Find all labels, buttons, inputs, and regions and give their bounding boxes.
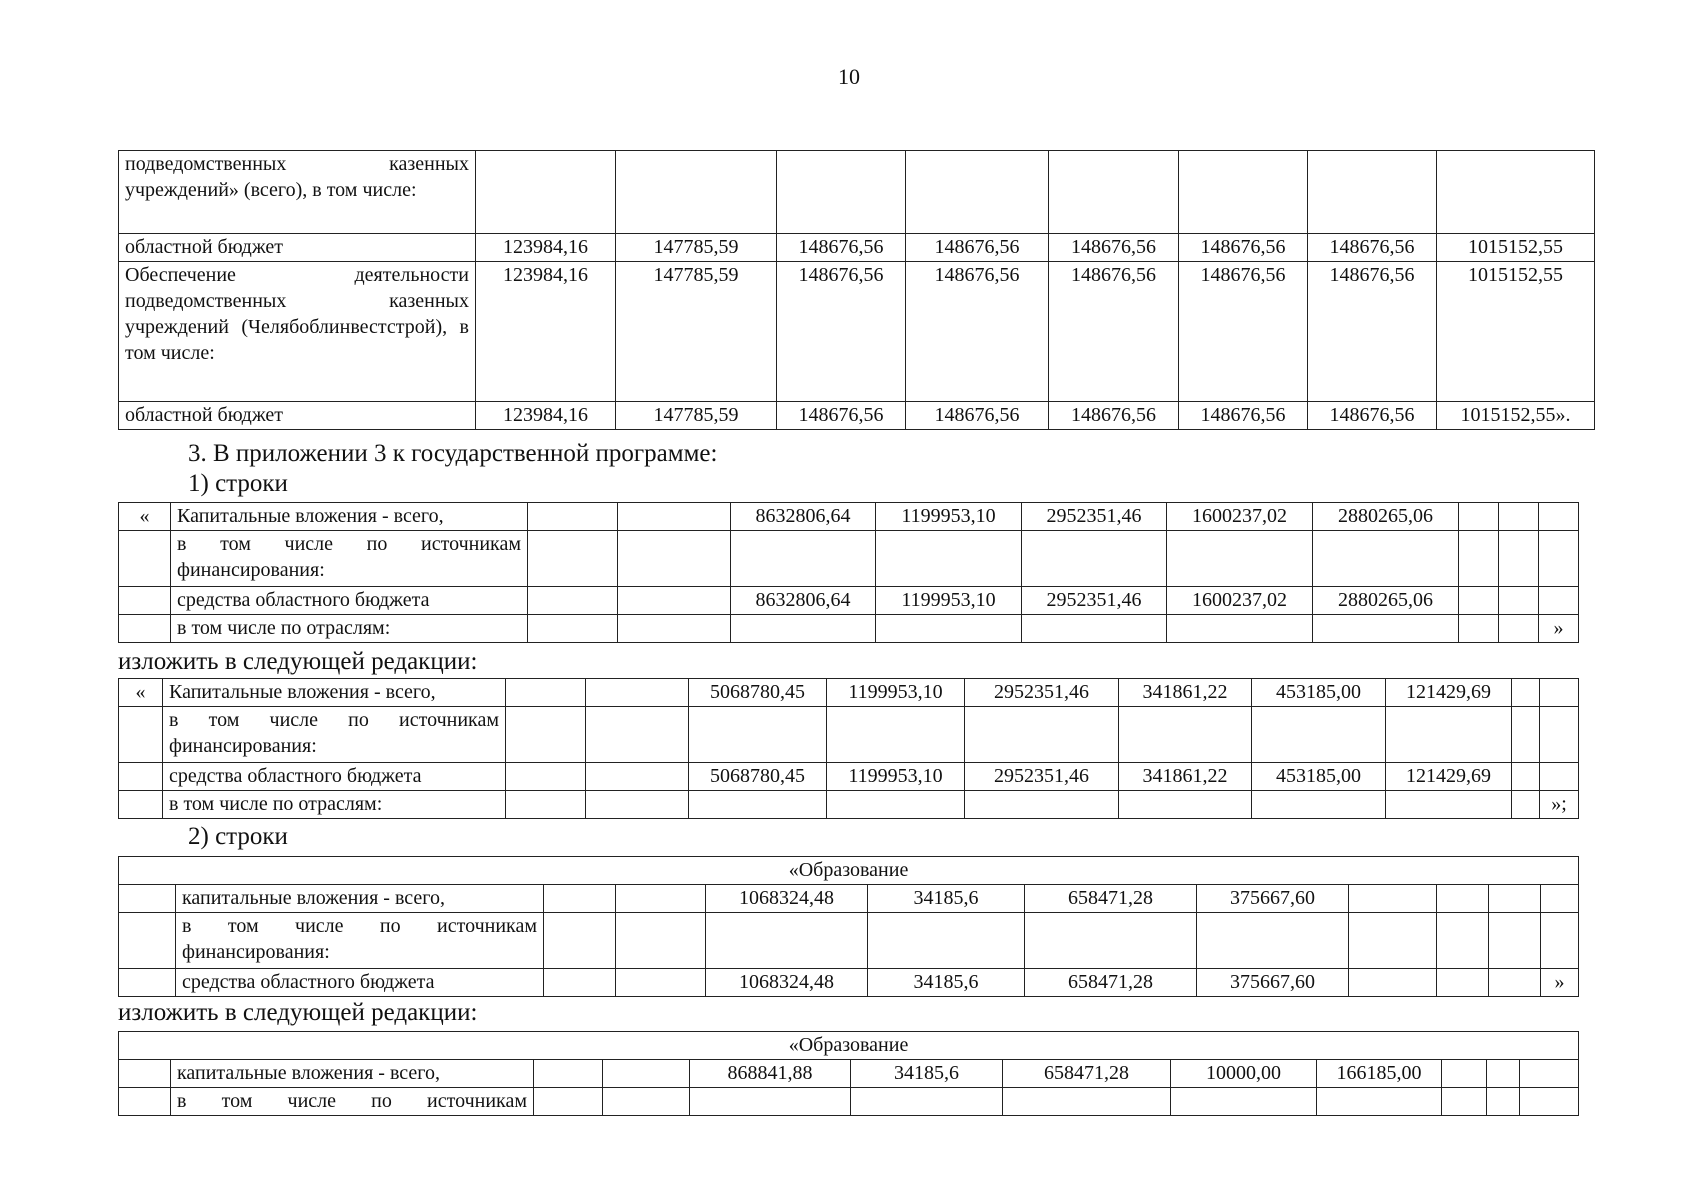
row-label: Капитальные вложения - всего, [171,503,528,531]
table-row [119,857,1579,885]
empty-cell [528,531,618,587]
close-quote: » [1541,969,1579,997]
value-cell: 121429,69 [1386,679,1512,707]
empty-cell [506,763,586,791]
row-label: в том числе по источникам финансирования: [163,707,506,763]
value-cell: 148676,56 [777,262,906,402]
paragraph-rows-2: 2) строки [188,823,288,850]
value-cell: 148676,56 [1308,262,1437,402]
empty-cell [586,791,689,819]
empty-cell [1437,885,1489,913]
empty-cell [119,969,176,997]
empty-cell [618,531,731,587]
value-cell: 375667,60 [1197,969,1349,997]
value-cell: 453185,00 [1252,679,1386,707]
empty-cell [119,1060,171,1088]
value-cell [827,707,965,763]
empty-cell [1512,679,1540,707]
value-cell: 1199953,10 [876,587,1022,615]
value-cell: 34185,6 [851,1060,1003,1088]
value-cell: 375667,60 [1197,885,1349,913]
row-label: Обеспечение деятельности подведомственных казенных учреждений (Челябоблинвестстрой), в том числе: [119,262,476,402]
empty-cell [1489,913,1541,969]
value-cell: 453185,00 [1252,763,1386,791]
empty-cell [1459,503,1499,531]
value-cell [1171,1088,1317,1116]
value-cell [868,913,1025,969]
value-cell: 34185,6 [868,885,1025,913]
empty-cell [528,587,618,615]
value-cell [1437,151,1595,234]
row-label: в том числе по источникам [171,1088,534,1116]
value-cell [906,151,1049,234]
value-cell [965,707,1119,763]
table-row [119,763,1579,791]
empty-cell [528,503,618,531]
empty-cell [544,913,616,969]
empty-cell [534,1060,603,1088]
empty-cell [534,1088,603,1116]
page-number: 10 [838,64,860,89]
value-cell: 123984,16 [476,402,616,430]
value-cell [1119,707,1252,763]
empty-cell [1499,615,1539,643]
value-cell [876,615,1022,643]
value-cell: 1068324,48 [706,969,868,997]
empty-cell [1437,969,1489,997]
empty-cell [119,615,171,643]
table-row [119,615,1579,643]
empty-cell [506,707,586,763]
value-cell [1313,615,1459,643]
value-cell: 10000,00 [1171,1060,1317,1088]
value-cell: 147785,59 [616,234,777,262]
row-label: областной бюджет [119,234,476,262]
table-row [119,969,1579,997]
close-quote [1520,1060,1579,1088]
value-cell: 166185,00 [1317,1060,1442,1088]
table-row [119,791,1579,819]
value-cell [690,1088,851,1116]
row-label: в том числе по источникам финансирования: [171,531,528,587]
value-cell [1308,151,1437,234]
value-cell: 341861,22 [1119,763,1252,791]
table-row [119,1060,1579,1088]
value-cell: 148676,56 [906,262,1049,402]
close-quote: »; [1540,791,1579,819]
value-cell [851,1088,1003,1116]
row-label: в том числе по отраслям: [171,615,528,643]
row-label: в том числе по отраслям: [163,791,506,819]
table-row [119,587,1579,615]
value-cell: 8632806,64 [731,503,876,531]
close-quote [1541,913,1579,969]
value-cell: 148676,56 [1049,262,1179,402]
close-quote [1539,531,1579,587]
empty-cell [1512,763,1540,791]
value-cell [1313,531,1459,587]
table-row [119,402,1595,430]
empty-cell [119,913,176,969]
close-quote [1540,763,1579,791]
row-label: средства областного бюджета [176,969,544,997]
value-cell [1167,531,1313,587]
empty-cell [119,791,163,819]
value-cell: 148676,56 [906,234,1049,262]
value-cell [1252,791,1386,819]
value-cell [706,913,868,969]
empty-cell [119,587,171,615]
empty-cell [603,1060,690,1088]
empty-cell [1459,587,1499,615]
value-cell: 658471,28 [1025,885,1197,913]
table-row [119,679,1579,707]
close-quote: » [1539,615,1579,643]
value-cell [1022,531,1167,587]
value-cell: 148676,56 [1049,402,1179,430]
table-row [119,1088,1579,1116]
empty-cell [618,503,731,531]
value-cell [689,791,827,819]
value-cell [1022,615,1167,643]
open-quote: « [119,503,171,531]
empty-cell [506,791,586,819]
value-cell [1003,1088,1171,1116]
value-cell: 148676,56 [1179,402,1308,430]
empty-cell [616,885,706,913]
table-capital-investments-new [118,678,1579,819]
table-row [119,262,1595,402]
value-cell: 2952351,46 [1022,503,1167,531]
value-cell: 1015152,55 [1437,234,1595,262]
value-cell [1317,1088,1442,1116]
paragraph-rows-1: 1) строки [188,470,288,497]
value-cell: 868841,88 [690,1060,851,1088]
value-cell: 5068780,45 [689,679,827,707]
row-label: средства областного бюджета [171,587,528,615]
empty-cell [119,707,163,763]
value-cell: 148676,56 [1179,234,1308,262]
paragraph-appendix-3: 3. В приложении 3 к государственной программе: [188,440,718,467]
empty-cell [616,969,706,997]
empty-cell [1487,1060,1520,1088]
table-row [119,151,1595,234]
empty-cell [1499,503,1539,531]
value-cell: 2952351,46 [1022,587,1167,615]
empty-cell [119,763,163,791]
empty-cell [618,587,731,615]
empty-cell [1512,707,1540,763]
table-row [119,1032,1579,1060]
value-cell [827,791,965,819]
row-label: в том числе по источникам финансирования: [176,913,544,969]
value-cell: 8632806,64 [731,587,876,615]
value-cell: 1068324,48 [706,885,868,913]
value-cell: 2952351,46 [965,763,1119,791]
value-cell [876,531,1022,587]
close-quote [1541,885,1579,913]
value-cell [731,615,876,643]
value-cell: 147785,59 [616,402,777,430]
value-cell: 1015152,55». [1437,402,1595,430]
empty-cell [586,679,689,707]
empty-cell [618,615,731,643]
table-education-new [118,1031,1579,1116]
close-quote [1520,1088,1579,1116]
table-capital-investments-old [118,502,1579,643]
value-cell [1386,791,1512,819]
table-row [119,503,1579,531]
value-cell [1252,707,1386,763]
row-label: Капитальные вложения - всего, [163,679,506,707]
section-header: «Образование [119,857,1579,885]
value-cell: 1600237,02 [1167,503,1313,531]
empty-cell [1499,531,1539,587]
table-subordinate-institutions [118,150,1595,430]
table-row [119,531,1579,587]
empty-cell [1512,791,1540,819]
value-cell: 147785,59 [616,262,777,402]
empty-cell [119,531,171,587]
empty-cell [119,1088,171,1116]
value-cell [689,707,827,763]
paragraph-new-edition-1: изложить в следующей редакции: [118,648,478,675]
empty-cell [1487,1088,1520,1116]
row-label: капитальные вложения - всего, [176,885,544,913]
row-label: капитальные вложения - всего, [171,1060,534,1088]
value-cell: 148676,56 [1308,402,1437,430]
empty-cell [1349,913,1437,969]
paragraph-new-edition-2: изложить в следующей редакции: [118,999,478,1026]
value-cell [1119,791,1252,819]
value-cell: 1199953,10 [827,763,965,791]
value-cell: 148676,56 [1308,234,1437,262]
empty-cell [603,1088,690,1116]
value-cell: 148676,56 [906,402,1049,430]
empty-cell [1442,1060,1487,1088]
value-cell: 148676,56 [777,402,906,430]
value-cell: 148676,56 [777,234,906,262]
empty-cell [1489,969,1541,997]
value-cell: 1199953,10 [827,679,965,707]
row-label: подведомственных казенных учреждений» (всего), в том числе: [119,151,476,234]
empty-cell [1459,531,1499,587]
value-cell [965,791,1119,819]
empty-cell [586,707,689,763]
value-cell [616,151,777,234]
empty-cell [616,913,706,969]
empty-cell [544,969,616,997]
empty-cell [1437,913,1489,969]
row-label: областной бюджет [119,402,476,430]
value-cell: 658471,28 [1025,969,1197,997]
close-quote [1539,503,1579,531]
empty-cell [544,885,616,913]
empty-cell [528,615,618,643]
value-cell [777,151,906,234]
value-cell: 123984,16 [476,262,616,402]
empty-cell [1489,885,1541,913]
empty-cell [1349,885,1437,913]
value-cell: 148676,56 [1049,234,1179,262]
empty-cell [1442,1088,1487,1116]
section-header: «Образование [119,1032,1579,1060]
value-cell: 34185,6 [868,969,1025,997]
empty-cell [586,763,689,791]
value-cell: 2880265,06 [1313,587,1459,615]
value-cell [1179,151,1308,234]
table-row [119,913,1579,969]
value-cell [476,151,616,234]
value-cell: 148676,56 [1179,262,1308,402]
value-cell: 2880265,06 [1313,503,1459,531]
close-quote [1540,679,1579,707]
value-cell [1197,913,1349,969]
value-cell: 1015152,55 [1437,262,1595,402]
value-cell: 1600237,02 [1167,587,1313,615]
empty-cell [506,679,586,707]
value-cell: 121429,69 [1386,763,1512,791]
value-cell: 1199953,10 [876,503,1022,531]
value-cell [1049,151,1179,234]
value-cell: 123984,16 [476,234,616,262]
value-cell [1025,913,1197,969]
value-cell: 2952351,46 [965,679,1119,707]
row-label: средства областного бюджета [163,763,506,791]
table-row [119,234,1595,262]
table-education-old [118,856,1579,997]
empty-cell [1499,587,1539,615]
value-cell [1386,707,1512,763]
close-quote [1540,707,1579,763]
value-cell: 5068780,45 [689,763,827,791]
empty-cell [1349,969,1437,997]
close-quote [1539,587,1579,615]
value-cell: 658471,28 [1003,1060,1171,1088]
open-quote: « [119,679,163,707]
value-cell [731,531,876,587]
table-row [119,885,1579,913]
value-cell [1167,615,1313,643]
empty-cell [119,885,176,913]
empty-cell [1459,615,1499,643]
value-cell: 341861,22 [1119,679,1252,707]
table-row [119,707,1579,763]
